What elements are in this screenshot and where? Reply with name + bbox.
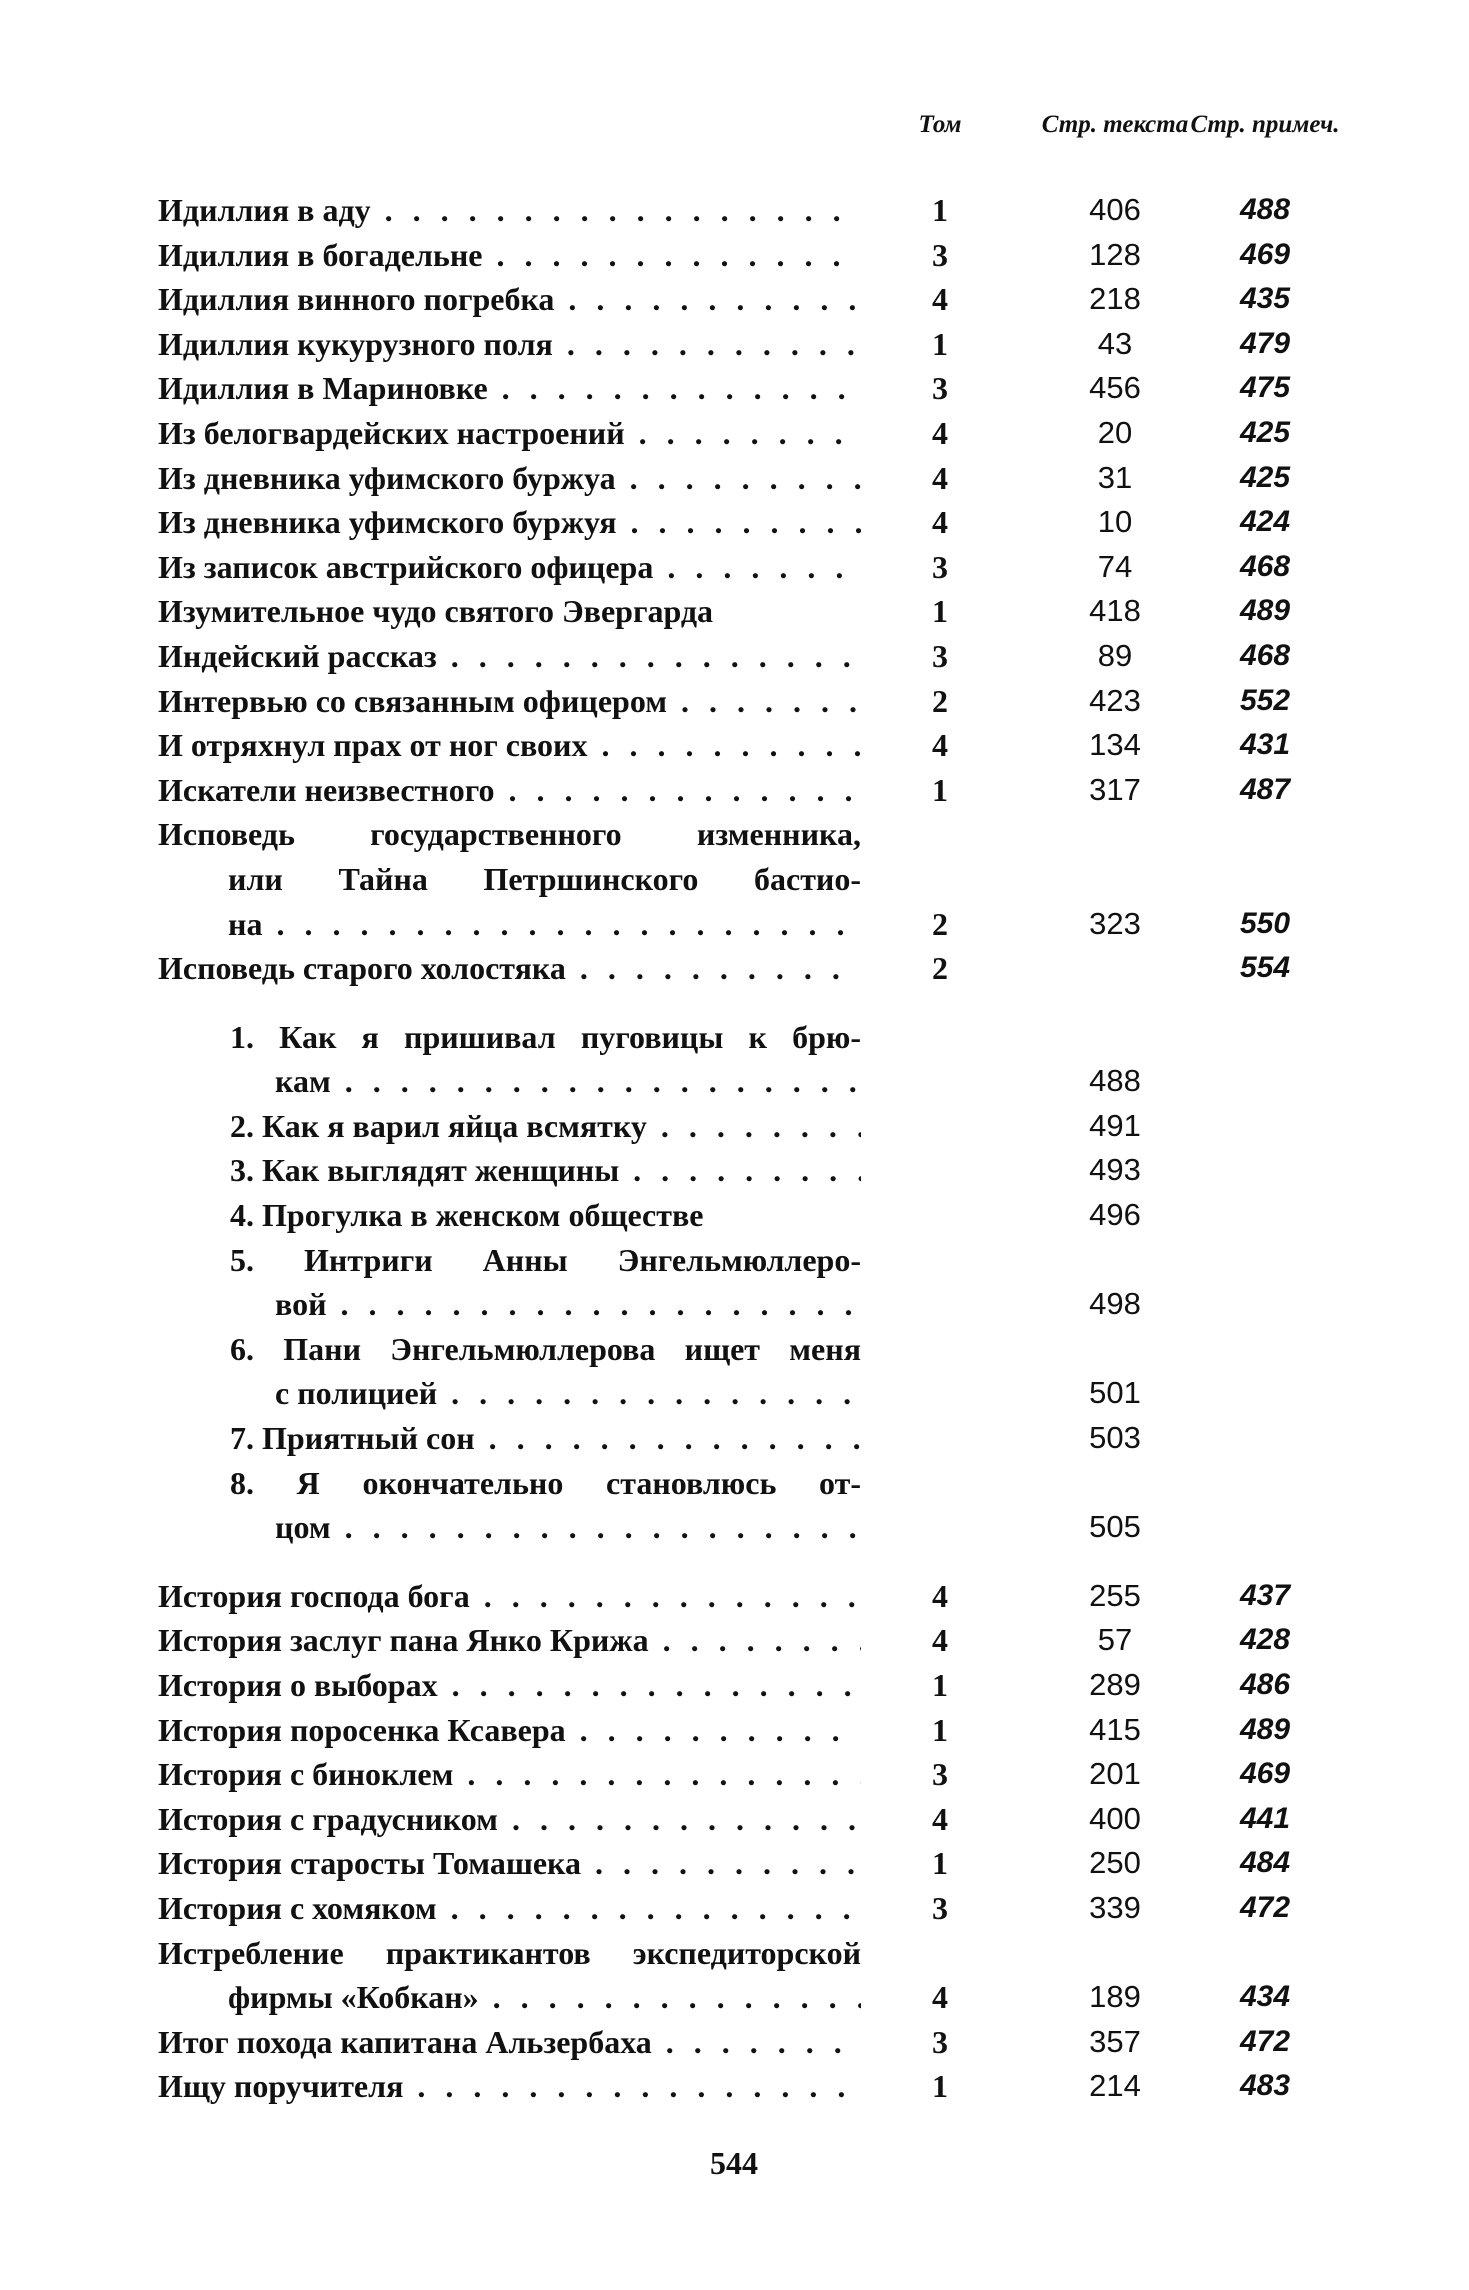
column-header-volume: Том <box>918 111 962 138</box>
entry-note-page: 425 <box>1239 460 1291 494</box>
entry-title: История о выборах . . . <box>158 1663 861 1708</box>
entry-title: Исповедь государственного изменника, <box>158 816 861 853</box>
entry-text-page: 488 <box>1089 1063 1141 1099</box>
entry-note-page: 468 <box>1239 549 1291 583</box>
entry-volume: 3 <box>932 236 948 273</box>
entry-title: Искатели неизвестного . . . <box>158 768 861 813</box>
entry-text-page: 505 <box>1089 1509 1141 1545</box>
entry-volume: 2 <box>932 682 948 719</box>
entry-title: Идиллия винного погребка . . . <box>158 277 861 322</box>
entry-title: Ищу поручителя . . . <box>158 2064 861 2109</box>
index-entry-row <box>0 634 1469 679</box>
sub-entry-row <box>0 1148 1469 1193</box>
entry-note-page: 424 <box>1239 505 1291 539</box>
sub-entry-row <box>0 1059 1469 1104</box>
entry-note-page: 472 <box>1239 2024 1291 2058</box>
entry-title: 8. Я окончательно становлюсь от- <box>230 1464 861 1501</box>
entry-text-page: 128 <box>1089 236 1141 272</box>
entry-volume: 1 <box>932 1667 948 1703</box>
entry-volume: 1 <box>932 1711 948 1748</box>
entry-note-page: 468 <box>1239 638 1291 672</box>
entry-title: Идиллия в Мариновке . . . <box>158 366 861 411</box>
entry-volume: 1 <box>932 593 948 630</box>
index-entry-row <box>0 1797 1469 1842</box>
entry-title: кам . . . <box>275 1059 861 1104</box>
entry-title: Из белогвардейских настроений . . . <box>158 411 861 456</box>
entry-text-page: 20 <box>1097 414 1133 450</box>
index-entry-row <box>0 233 1469 278</box>
index-entry-row <box>0 1931 1469 1976</box>
entry-note-page: 431 <box>1239 728 1291 762</box>
entry-volume: 3 <box>932 1889 948 1926</box>
entry-text-page: 250 <box>1089 1845 1141 1881</box>
entry-title: Из дневника уфимского буржуа . . . <box>158 456 861 501</box>
entry-title: История господа бога . . . <box>158 1574 861 1619</box>
entry-note-page: 475 <box>1239 371 1291 405</box>
entry-note-page: 437 <box>1239 1578 1291 1612</box>
entry-title: цом . . . <box>275 1505 861 1550</box>
entry-text-page: 10 <box>1097 504 1133 540</box>
entry-title: 2. Как я варил яйца всмятку . . . <box>230 1104 861 1149</box>
entry-text-page: 255 <box>1089 1577 1141 1613</box>
index-list <box>0 188 1469 2109</box>
entry-note-page: 479 <box>1239 326 1291 360</box>
index-entry-row <box>0 456 1469 501</box>
entry-text-page: 501 <box>1089 1375 1141 1411</box>
entry-title: Идиллия кукурузного поля . . . <box>158 322 861 367</box>
index-entry-row <box>0 768 1469 813</box>
entry-note-page: 484 <box>1239 1846 1291 1880</box>
entry-volume: 4 <box>932 504 948 541</box>
entry-title: 1. Как я пришивал пуговицы к брю- <box>230 1018 861 1055</box>
entry-title: История заслуг пана Янко Крижа . . . <box>158 1618 861 1663</box>
entry-text-page: 400 <box>1089 1800 1141 1836</box>
entry-title: Итог похода капитана Альзербаха . . . <box>158 2020 861 2065</box>
entry-title: 6. Пани Энгельмюллерова ищет меня <box>230 1330 861 1367</box>
entry-title: Из записок австрийского офицера . . . <box>158 545 861 590</box>
index-entry-row <box>0 188 1469 233</box>
entry-text-page: 456 <box>1089 370 1141 406</box>
entry-note-page: 489 <box>1239 594 1291 628</box>
entry-volume: 3 <box>932 1756 948 1793</box>
index-entry-row <box>0 812 1469 857</box>
entry-title: История с биноклем . . . <box>158 1752 861 1797</box>
index-entry-row <box>0 1841 1469 1886</box>
index-entry-row <box>0 857 1469 902</box>
entry-note-page: 552 <box>1239 683 1291 717</box>
entry-title: 5. Интриги Анны Энгельмюллеро- <box>230 1241 861 1278</box>
entry-text-page: 74 <box>1097 548 1133 584</box>
index-entry-row <box>0 2064 1469 2109</box>
entry-text-page: 323 <box>1089 905 1141 941</box>
entry-volume: 2 <box>932 905 948 942</box>
entry-volume: 2 <box>932 950 948 987</box>
entry-note-page: 469 <box>1239 1757 1291 1791</box>
entry-note-page: 488 <box>1239 193 1291 226</box>
entry-title: Из дневника уфимского буржуя . . . <box>158 500 861 545</box>
column-header-text-page: Стр. текста <box>1041 111 1189 138</box>
entry-title: вой . . . <box>275 1282 861 1327</box>
entry-note-page: 469 <box>1239 237 1291 271</box>
entry-text-page: 357 <box>1089 2023 1141 2059</box>
entry-text-page: 498 <box>1089 1286 1141 1322</box>
entry-note-page: 441 <box>1239 1801 1291 1835</box>
entry-text-page: 491 <box>1089 1107 1141 1143</box>
entry-title: Интервью со связанным офицером . . . <box>158 679 861 724</box>
entry-title: фирмы «Кобкан» . . . <box>228 1975 861 2020</box>
sub-entry-row <box>0 1238 1469 1283</box>
entry-text-page: 496 <box>1089 1197 1141 1233</box>
entry-text-page: 218 <box>1089 281 1141 317</box>
sub-entry-row <box>0 1282 1469 1327</box>
entry-title: Идиллия в богадельне . . . <box>158 233 861 278</box>
entry-volume: 4 <box>932 1577 948 1614</box>
index-entry-row <box>0 2020 1469 2065</box>
entry-volume: 1 <box>932 2068 948 2105</box>
entry-text-page: 289 <box>1089 1667 1141 1702</box>
sub-entry-row <box>0 1193 1469 1238</box>
index-entry-row <box>0 1618 1469 1663</box>
entry-title: Изумительное чудо святого Эвергарда <box>158 593 714 630</box>
entry-title: 4. Прогулка в женском обществе <box>230 1197 704 1234</box>
entry-note-page: 486 <box>1239 1668 1291 1701</box>
index-entry-row <box>0 545 1469 590</box>
entry-title: История поросенка Ксавера . . . <box>158 1708 861 1753</box>
column-header-note-page: Стр. примеч. <box>1190 111 1340 138</box>
entry-title: Идиллия в аду . . . <box>158 188 861 233</box>
entry-title: История с градусником . . . <box>158 1797 861 1842</box>
entry-volume: 4 <box>932 414 948 451</box>
entry-text-page: 423 <box>1089 682 1141 718</box>
index-entry-row <box>0 1708 1469 1753</box>
entry-volume: 3 <box>932 2023 948 2060</box>
entry-note-page: 428 <box>1239 1623 1291 1657</box>
index-entry-row <box>0 500 1469 545</box>
index-entry-row <box>0 946 1469 991</box>
entry-volume: 3 <box>932 637 948 674</box>
entry-note-page: 550 <box>1239 906 1291 940</box>
entry-text-page: 57 <box>1097 1622 1133 1658</box>
entry-note-page: 435 <box>1239 282 1291 316</box>
entry-text-page: 406 <box>1089 192 1141 227</box>
sub-entry-row <box>0 1416 1469 1461</box>
entry-title: 3. Как выглядят женщины . . . <box>230 1148 861 1193</box>
index-entry-row <box>0 1574 1469 1619</box>
entry-title: на . . . <box>228 902 861 947</box>
entry-volume: 3 <box>932 370 948 407</box>
sub-entry-row <box>0 1505 1469 1550</box>
entry-note-page: 434 <box>1239 1980 1291 2014</box>
entry-volume: 1 <box>932 325 948 362</box>
entry-title: История старосты Томашека . . . <box>158 1841 861 1886</box>
entry-volume: 4 <box>932 281 948 318</box>
entry-title: Индейский рассказ . . . <box>158 634 861 679</box>
entry-title: Истребление практикантов экспедиторской <box>158 1934 861 1971</box>
sub-entry-row <box>0 1371 1469 1416</box>
entry-volume: 4 <box>932 1622 948 1659</box>
entry-note-page: 483 <box>1239 2069 1291 2103</box>
entry-text-page: 189 <box>1089 1979 1141 2015</box>
entry-text-page: 31 <box>1097 459 1133 495</box>
index-entry-row <box>0 1975 1469 2020</box>
entry-volume: 1 <box>932 192 948 228</box>
entry-title: 7. Приятный сон . . . <box>230 1416 861 1461</box>
index-entry-row <box>0 277 1469 322</box>
entry-title: История с хомяком . . . <box>158 1886 861 1931</box>
entry-text-page: 317 <box>1089 771 1141 807</box>
sub-entry-row <box>0 1461 1469 1506</box>
entry-text-page: 418 <box>1089 593 1141 629</box>
entry-text-page: 43 <box>1097 325 1133 361</box>
entry-volume: 4 <box>932 1800 948 1837</box>
entry-title: И отряхнул прах от ног своих . . . <box>158 723 861 768</box>
index-entry-row <box>0 679 1469 724</box>
sub-entry-row <box>0 1015 1469 1060</box>
index-entry-row <box>0 589 1469 634</box>
entry-volume: 1 <box>932 771 948 808</box>
sub-entry-row <box>0 1104 1469 1149</box>
entry-title: с полицией . . . <box>275 1371 861 1416</box>
index-entry-row <box>0 723 1469 768</box>
entry-text-page: 415 <box>1089 1711 1141 1747</box>
entry-title: Исповедь старого холостяка . . . <box>158 946 861 991</box>
index-entry-row <box>0 411 1469 456</box>
entry-text-page: 201 <box>1089 1756 1141 1792</box>
entry-title: или Тайна Петршинского бастио- <box>228 860 861 897</box>
entry-text-page: 134 <box>1089 727 1141 763</box>
entry-volume: 3 <box>932 548 948 585</box>
entry-note-page: 489 <box>1239 1712 1291 1746</box>
entry-note-page: 472 <box>1239 1890 1291 1924</box>
entry-volume: 4 <box>932 727 948 764</box>
sub-entry-row <box>0 1327 1469 1372</box>
page-number: 544 <box>710 2145 758 2181</box>
index-entry-row <box>0 1752 1469 1797</box>
entry-text-page: 89 <box>1097 637 1133 673</box>
index-entry-row <box>0 366 1469 411</box>
entry-volume: 1 <box>932 1845 948 1882</box>
index-entry-row <box>0 1886 1469 1931</box>
entry-volume: 4 <box>932 459 948 496</box>
entry-text-page: 339 <box>1089 1889 1141 1925</box>
entry-volume: 4 <box>932 1979 948 2016</box>
index-entry-row <box>0 1663 1469 1708</box>
index-entry-row <box>0 322 1469 367</box>
index-entry-row <box>0 902 1469 947</box>
entry-text-page: 503 <box>1089 1420 1141 1456</box>
entry-note-page: 554 <box>1239 951 1291 985</box>
entry-text-page: 214 <box>1089 2068 1141 2104</box>
entry-text-page: 493 <box>1089 1152 1141 1188</box>
entry-note-page: 425 <box>1239 415 1291 449</box>
entry-note-page: 487 <box>1239 772 1291 806</box>
